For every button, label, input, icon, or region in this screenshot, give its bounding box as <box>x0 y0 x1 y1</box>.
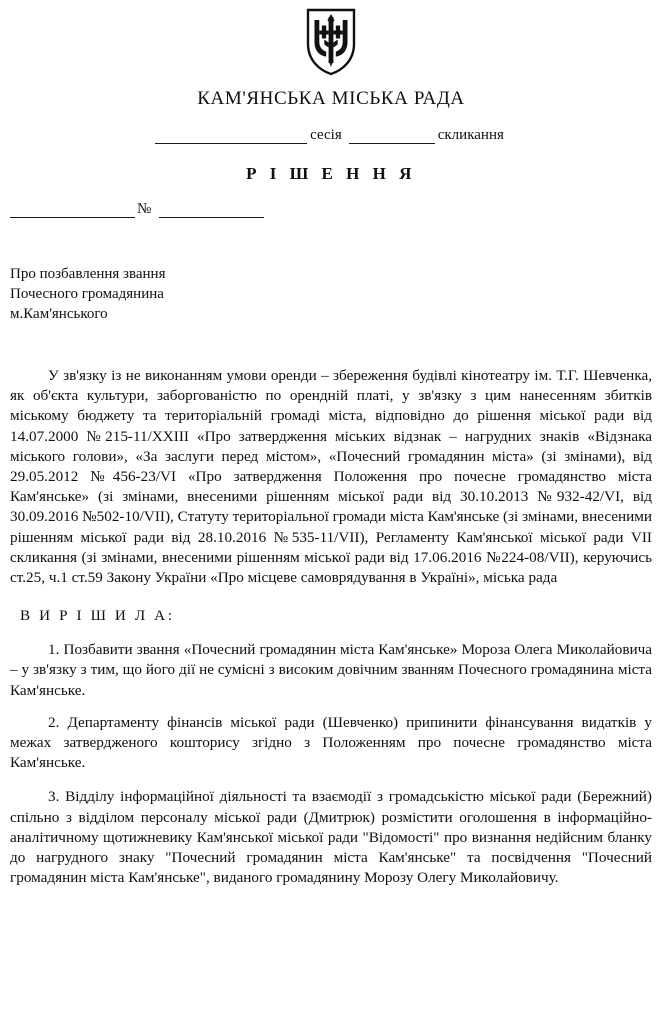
subject-line-2: Почесного громадянина <box>10 286 164 302</box>
organization-title: КАМ'ЯНСЬКА МІСЬКА РАДА <box>197 88 465 109</box>
resolution-item-2: 2. Департаменту фінансів міської ради (Шевченко) припинити фінансування видатків у межах затвердженого кошторису згідно з Положенням про почесне громадянство міста Кам'янське. <box>10 713 652 772</box>
document-number-blank[interactable] <box>159 203 264 218</box>
date-number-line <box>10 200 652 218</box>
session-label: сесія <box>310 127 342 143</box>
session-convocation-line <box>10 126 652 144</box>
number-symbol: № <box>137 201 152 217</box>
convocation-label: скликання <box>437 127 504 143</box>
preamble-paragraph: У зв'язку із не виконанням умови оренди – збереження будівлі кінотеатру ім. Т.Г. Шевченка, як об'єкта культури, заборгованістю по орендній платі, у зв'язку з цим нанесенням збитків міському бюджету та територіальній громаді міста, відповідно до рішення міської ради від 14.07.2000 №215-11/ХХIII «Про затвердження міських відзнак – нагрудних знаків «Відзнака міського голови», «За заслуги перед містом», «Почесний громадянин міста» (зі змінами), від 29.05.2012 №456-23/VI «Про затвердження Положення про почесне громадянство міста Кам'янське» (зі змінами, внесеними рішенням міської ради від 30.10.2013 №932-42/VI, від 30.09.2016 №502-10/VII), Статуту територіальної громади міста Кам'янське (зі змінами, внесеними рішенням міської ради від 28.10.2016 №535-11/VII), Регламенту Кам'янської міської ради VII скликання (зі змінами, внесеними рішенням міської ради від 17.06.2016 №224-08/VII), керуючись ст.25, ч.1 ст.59 Закону України «Про місцеве самоврядування в Україні», міська рада <box>10 367 652 587</box>
convocation-number-blank[interactable] <box>349 129 435 144</box>
resolution-item-3: 3. Відділу інформаційної діяльності та взаємодії з громадськістю міської ради (Бережний) спільно з відділом персоналу міської ради (Дмитрюк) розмістити оголошення в інформаційно-аналітичному щотижневику Кам'янської міської ради "Відомості" про визнання недійсним бланку до нагрудного знаку "Почесний громадянин міста Кам'янське" та посвідчення "Почесний громадянин міста Кам'янське", виданого громадянину Морозу Олегу Миколайовичу. <box>10 788 652 887</box>
emblem-container <box>10 0 652 76</box>
subject-line-3: м.Кам'янського <box>10 306 108 322</box>
resolved-label: В И Р І Ш И Л А: <box>20 607 175 625</box>
resolution-item-1: 1. Позбавити звання «Почесний громадянин міста Кам'янське» Мороза Олега Миколайовича – у зв'язку з тим, що його дії не сумісні з високим довічним званням Почесного громадянина міста Кам'янське. <box>10 641 652 699</box>
ukraine-coat-of-arms-tryzub-icon <box>305 8 357 76</box>
subject-block <box>10 264 652 324</box>
decision-heading: Р І Ш Е Н Н Я <box>246 164 416 183</box>
subject-line-1: Про позбавлення звання <box>10 266 166 282</box>
session-number-blank[interactable] <box>155 129 307 144</box>
date-blank[interactable] <box>10 203 135 218</box>
document-body <box>10 366 652 888</box>
